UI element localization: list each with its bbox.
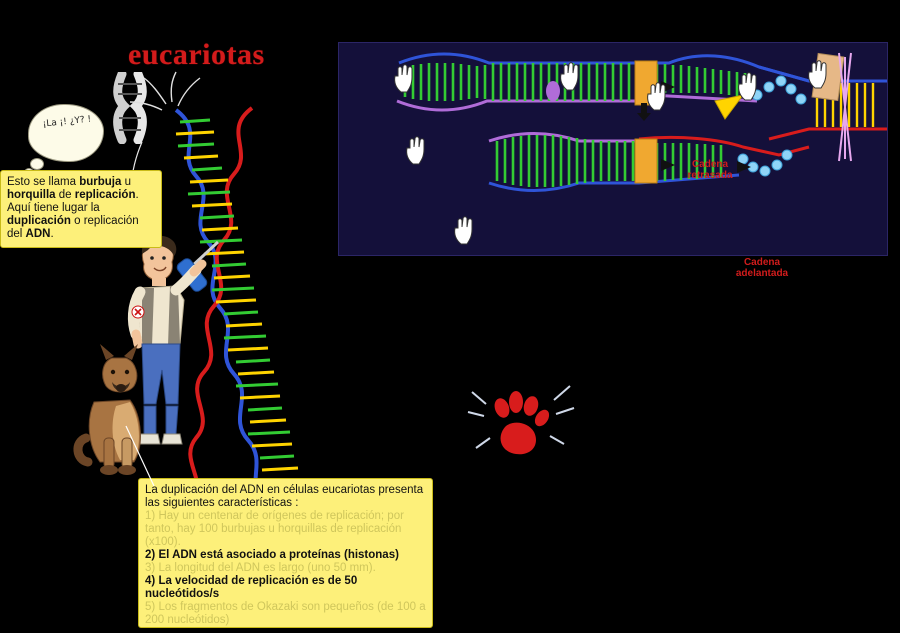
hand-pointer-icon	[805, 59, 831, 89]
characteristic-item-1: 1) Hay un centenar de orígenes de replicación; por tanto, hay 100 burbujas u horquillas de replicación (x100).	[145, 510, 404, 548]
hand-pointer-icon	[735, 71, 761, 101]
hand-pointer-icon	[557, 61, 583, 91]
characteristic-item-2: 2) El ADN está asociado a proteínas (histonas)	[145, 549, 399, 561]
characteristic-item-5: 5) Los fragmentos de Okazaki son pequeños (de 100 a 200 nucleótidos)	[145, 601, 426, 626]
thought-bubble-text: ¡La ¡! ¿Y? !	[42, 114, 92, 130]
characteristics-intro: La duplicación del ADN en células eucariotas presenta las siguientes características :	[145, 484, 424, 509]
characteristic-item-4: 4) La velocidad de replicación es de 50 nucleótidos/s	[145, 575, 358, 600]
page-title: eucariotas	[128, 38, 265, 71]
label-lagging-strand: Cadena retrasada	[687, 159, 733, 181]
pointer-line	[120, 420, 160, 490]
hand-pointer-icon	[644, 81, 670, 111]
paw-print-icon	[466, 378, 576, 468]
callout-replication-bubble	[0, 170, 162, 248]
thought-bubble	[28, 104, 104, 162]
characteristics-box	[138, 478, 433, 628]
label-leading-strand: Cadena adelantada	[735, 257, 789, 279]
callout-text-1: Esto se llama burbuja u horquilla de replicación. Aquí tiene lugar la duplicación o replicación del ADN.	[7, 176, 139, 240]
characteristic-item-3: 3) La longitud del ADN es largo (uno 50 mm).	[145, 562, 376, 574]
